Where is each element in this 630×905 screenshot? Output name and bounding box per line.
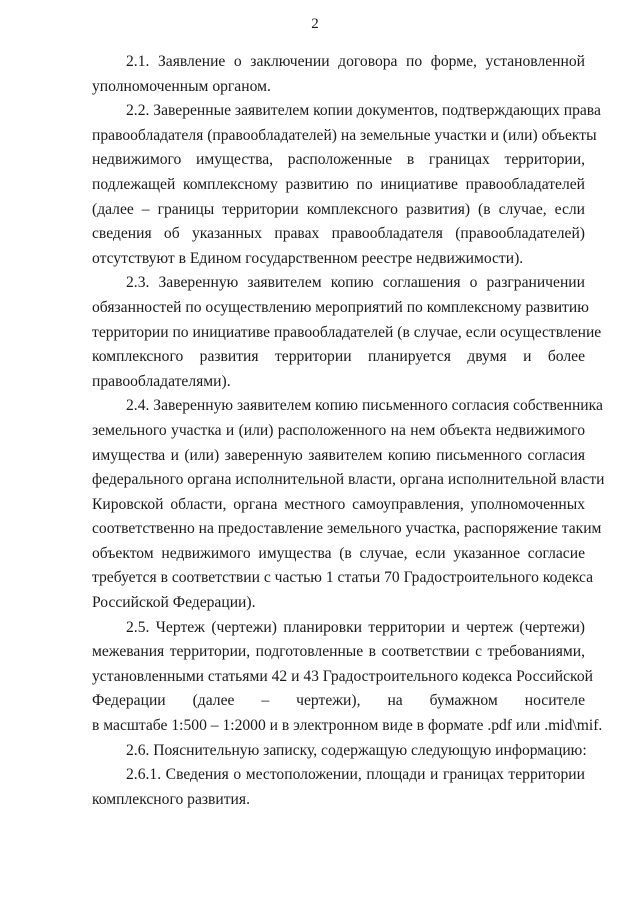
paragraph-line: комплексного развития территории планируется двумя и более: [92, 348, 585, 366]
paragraph-line: в масштабе 1:500 – 1:2000 и в электронном виде в формате .pdf или .mid\mif.: [92, 717, 603, 735]
page-number: 2: [311, 16, 319, 32]
paragraph-line: обязанностей по осуществлению мероприятий по комплексному развитию: [92, 298, 589, 316]
paragraph-line: имущества и (или) заверенную заявителем копию письменного согласия: [92, 446, 585, 464]
paragraph-line: отсутствуют в Едином государственном реестре недвижимости).: [92, 249, 524, 267]
paragraph-line: правообладателя (правообладателей) на земельные участки и (или) объекты: [92, 126, 597, 144]
paragraph-line: территории по инициативе правообладателей (в случае, если осуществление: [92, 323, 602, 341]
paragraph-line: Федерации (далее – чертежи), на бумажном носителе: [92, 692, 585, 710]
paragraph-line: установленными статьями 42 и 43 Градостроительного кодекса Российской: [92, 667, 593, 685]
paragraph: [92, 99, 601, 271]
paragraph-line: комплексного развития.: [92, 790, 250, 808]
paragraph-line: 2.5. Чертеж (чертежи) планировки территории и чертеж (чертежи): [126, 618, 585, 636]
paragraph-line: 2.6. Пояснительную записку, содержащую следующую информацию:: [126, 741, 587, 759]
paragraph-line: правообладателями).: [92, 372, 231, 390]
paragraph: [92, 394, 605, 615]
paragraph: [92, 616, 603, 739]
paragraph-line: федерального органа исполнительной власти, органа исполнительной власти: [92, 471, 605, 489]
paragraph-line: 2.3. Заверенную заявителем копию соглашения о разграничении: [126, 274, 585, 292]
paragraph-line: соответственно на предоставление земельного участка, распоряжение таким: [92, 520, 602, 538]
paragraph-line: объектом недвижимого имущества (в случае, если указанное согласие: [92, 544, 585, 562]
paragraph: [92, 271, 602, 394]
paragraph-line: межевания территории, подготовленные в соответствии с требованиями,: [92, 643, 585, 661]
paragraph-line: уполномоченным органом.: [92, 77, 271, 95]
paragraph-line: сведения об указанных правах правообладателя (правообладателей): [92, 225, 585, 243]
paragraph: [92, 50, 585, 99]
paragraph-line: 2.6.1. Сведения о местоположении, площади и границах территории: [126, 766, 585, 784]
paragraph-line: 2.1. Заявление о заключении договора по форме, установленной: [126, 53, 585, 70]
paragraph-line: земельного участка и (или) расположенного на нем объекта недвижимого: [92, 421, 585, 439]
paragraph-line: недвижимого имущества, расположенные в границах территории,: [92, 151, 585, 169]
paragraph-line: 2.4. Заверенную заявителем копию письменного согласия собственника: [126, 397, 603, 415]
document-body: [92, 50, 605, 812]
paragraph-line: подлежащей комплексному развитию по инициативе правообладателей: [92, 175, 585, 193]
paragraph-line: Российской Федерации).: [92, 594, 256, 612]
paragraph-line: Кировской области, органа местного самоуправления, уполномоченных: [92, 495, 585, 513]
paragraph-line: (далее – границы территории комплексного развития) (в случае, если: [92, 200, 585, 218]
paragraph: [92, 763, 585, 812]
paragraph-line: требуется в соответствии с частью 1 статьи 70 Градостроительного кодекса: [92, 569, 594, 587]
paragraph-line: 2.2. Заверенные заявителем копии документов, подтверждающих права: [126, 102, 601, 120]
paragraph: [92, 739, 585, 764]
